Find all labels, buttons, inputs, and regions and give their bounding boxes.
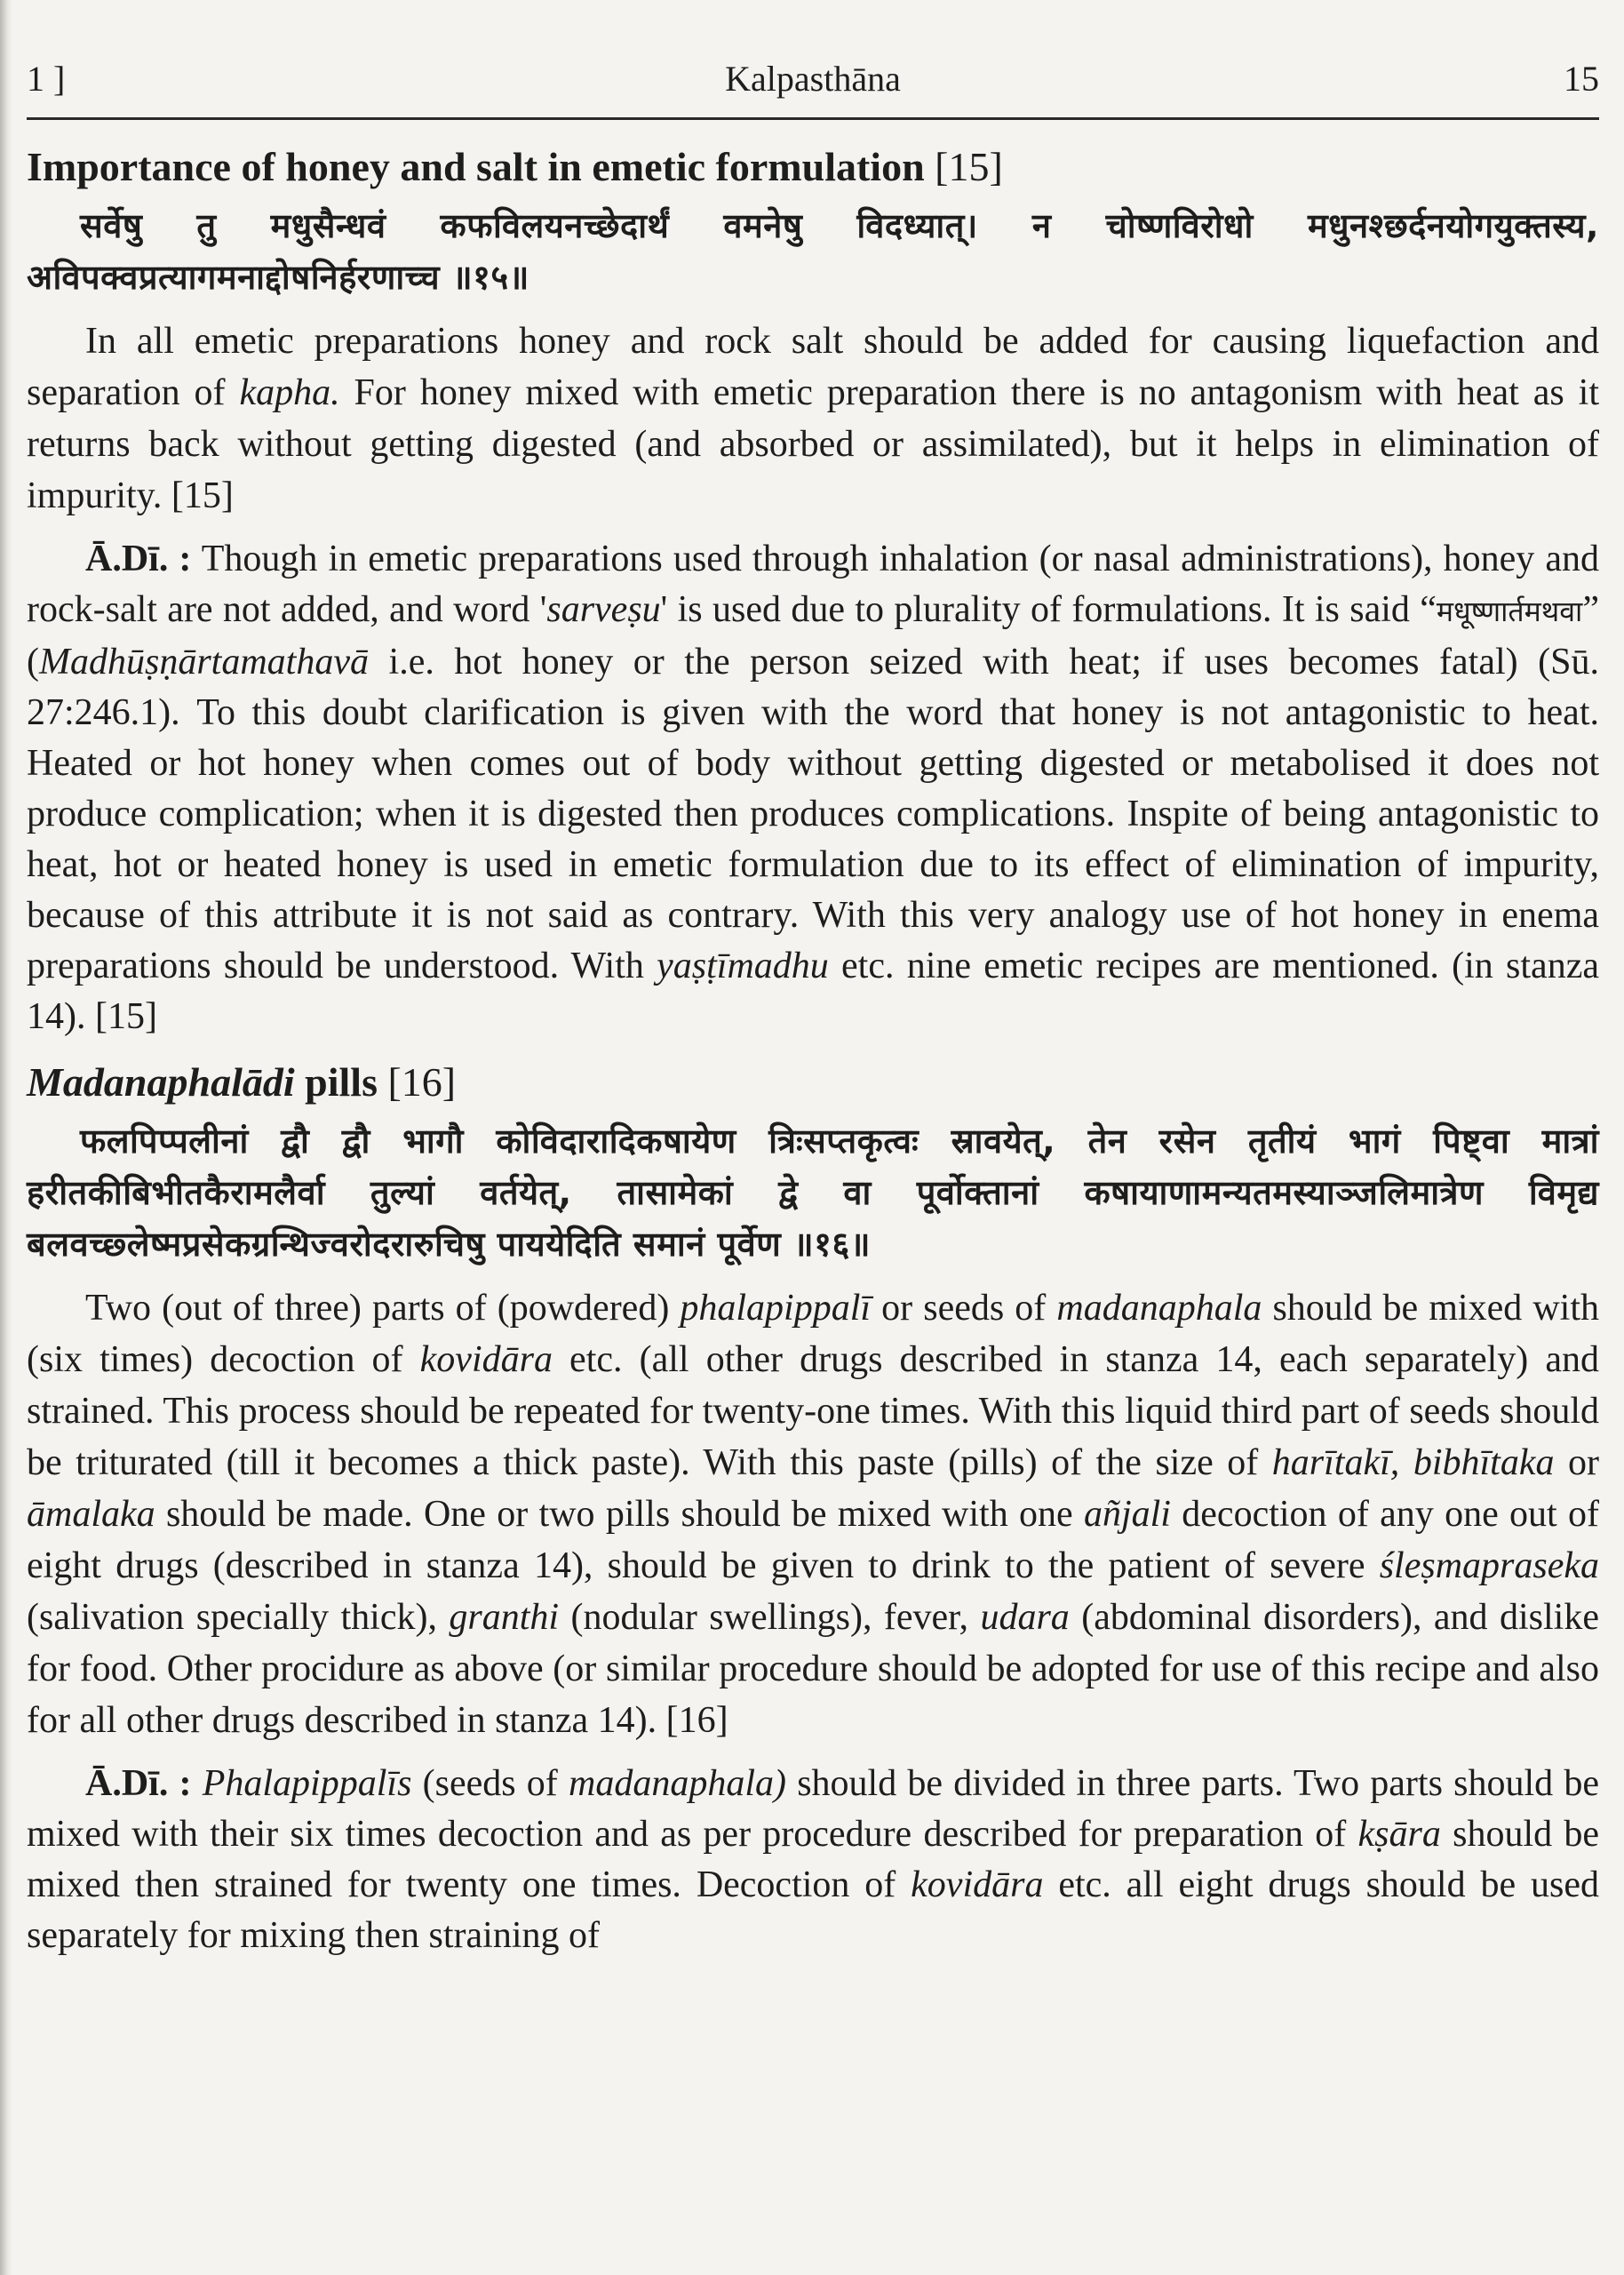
book-page xyxy=(27,52,1599,1974)
italic-term: phalapippalī xyxy=(680,1288,872,1329)
italic-term: sarveṣu xyxy=(546,589,661,630)
italic-term: harītakī, bibhītaka xyxy=(1271,1442,1555,1483)
page-number: 15 xyxy=(1564,59,1599,99)
text-run: In all emetic preparations honey and rock salt should be added for causing liquefaction and separation of xyxy=(27,321,1599,413)
text-run: ' is used due to plurality of formulations. It is said “ xyxy=(660,589,1437,630)
text-run: should be mixed with (six times) decoction of xyxy=(27,1288,1599,1380)
italic-term: udara xyxy=(980,1597,1070,1638)
text-run: ” ( xyxy=(27,589,1599,682)
text-run: (salivation specially thick), xyxy=(27,1597,450,1638)
text-run: or seeds of xyxy=(871,1288,1057,1329)
italic-term: yaṣṭīmadhu xyxy=(657,946,829,986)
text-run: should be mixed then strained for twenty one times. Decoction of xyxy=(27,1814,1600,1905)
page-gutter-shadow xyxy=(0,0,12,2275)
text-run: should be made. One or two pills should be mixed with one xyxy=(155,1494,1084,1535)
commentary-abbr: Ā.Dī. : xyxy=(85,539,192,579)
devanagari-quote: मधूष्णार्तमथवा xyxy=(1436,595,1583,628)
italic-term: śleṣmapraseka xyxy=(1379,1545,1599,1586)
section-heading-16 xyxy=(27,1055,1599,1110)
text-run xyxy=(192,1763,203,1804)
italic-term: añjali xyxy=(1083,1494,1171,1535)
heading-text: pills xyxy=(294,1059,378,1105)
text-run: or xyxy=(1554,1442,1599,1483)
translation-15 xyxy=(27,315,1599,522)
text-run: etc. nine emetic recipes are mentioned. (in stanza 14). [15] xyxy=(27,946,1599,1037)
italic-term: kapha. xyxy=(239,372,340,413)
text-run: i.e. hot honey or the person seized with heat; if uses becomes fatal) (Sū. 27:246.1). To this doubt clarification is given with the word that honey is not antagonistic to heat. Heated or hot honey when comes out of body without getting digested or metabolised it does not produce complication; when it is digested then produces complications. Inspite of being antagonistic to heat, hot or heated honey is used in emetic formulation due to its effect of elimination of impurity, because of this attribute it is not said as contrary. With this very analogy use of hot honey in enema preparations should be understood. With xyxy=(27,642,1599,986)
header-rule xyxy=(27,117,1599,120)
italic-term: Madhūṣṇārtamathavā xyxy=(39,642,369,682)
text-run: (nodular swellings), fever, xyxy=(559,1597,981,1638)
text-run: (abdominal disorders), and dislike for food. Other procidure as above (or similar procedure should be adopted for use of this recipe and also for all other drugs described in stanza 14). [16] xyxy=(27,1597,1599,1741)
italic-term: kovidāra xyxy=(419,1339,553,1380)
italic-term: kṣāra xyxy=(1357,1814,1441,1855)
text-run: Though in emetic preparations used through inhalation (or nasal administrations), honey and rock-salt are not added, and word ' xyxy=(27,539,1599,630)
italic-term: kovidāra xyxy=(911,1864,1044,1905)
commentary-16 xyxy=(27,1759,1599,1961)
italic-term: madanaphala) xyxy=(568,1763,786,1804)
running-title: Kalpasthāna xyxy=(725,59,901,99)
translation-16 xyxy=(27,1282,1599,1746)
chapter-marker: 1 ] xyxy=(27,59,66,99)
heading-italic: Madanaphalādi xyxy=(27,1059,295,1105)
heading-ref: [15] xyxy=(935,144,1003,189)
text-run: For honey mixed with emetic preparation there is no antagonism with heat as it returns back without getting digested (and absorbed or assimilated), but it helps in elimination of impurity. [15] xyxy=(27,372,1599,516)
italic-term: granthi xyxy=(449,1597,560,1638)
text-run: Two (out of three) parts of (powdered) xyxy=(85,1288,681,1329)
text-run: etc. all eight drugs should be used separately for mixing then straining of xyxy=(27,1864,1599,1956)
commentary-abbr: Ā.Dī. : xyxy=(85,1763,192,1804)
text-run: should be divided in three parts. Two parts should be mixed with their six times decoction and as per procedure described for preparation of xyxy=(27,1763,1599,1855)
running-header xyxy=(27,52,1599,107)
heading-text: Importance of honey and salt in emetic formulation xyxy=(27,144,925,189)
section-heading-15 xyxy=(27,140,1599,195)
italic-term: madanaphala xyxy=(1056,1288,1262,1329)
heading-ref: [16] xyxy=(387,1059,457,1105)
text-run: decoction of any one out of eight drugs (described in stanza 14), should be given to drink to the patient of severe xyxy=(27,1494,1599,1586)
sanskrit-verse-15: सर्वेषु तु मधुसैन्धवं कफविलयनच्छेदार्थं वमनेषु विदध्यात्। न चोष्णविरोधो मधुनश्छर्दनयोगयुक्तस्य, अविपक्वप्रत्यागमनाद्दोषनिर्हरणाच्च ॥१५॥ xyxy=(27,206,1599,297)
sanskrit-verse-16: फलपिप्पलीनां द्वौ द्वौ भागौ कोविदारादिकषायेण त्रिःसप्तकृत्वः स्रावयेत्, तेन रसेन तृतीयं भागं पिष्ट्वा मात्रां हरीतकीबिभीतकैरामलैर्वा तुल्यां वर्तयेत्, तासामेकां द्वे वा पूर्वोक्तानां कषायाणामन्यतमस्याञ्जलिमात्रेण विमृद्य बलवच्छ्लेष्मप्रसेकग्रन्थिज्वरोदरारुचिषु पाययेदिति समानं पूर्वेण ॥१६॥ xyxy=(27,1122,1599,1264)
text-run: etc. (all other drugs described in stanza 14, each separately) and strained. This process should be repeated for twenty-one times. With this liquid third part of seeds should be triturated (till it becomes a thick paste). With this paste (pills) of the size of xyxy=(27,1339,1599,1483)
italic-term: Phalapippalīs xyxy=(202,1763,412,1804)
commentary-15 xyxy=(27,534,1599,1042)
text-run: (seeds of xyxy=(411,1763,569,1804)
italic-term: āmalaka xyxy=(27,1494,155,1535)
